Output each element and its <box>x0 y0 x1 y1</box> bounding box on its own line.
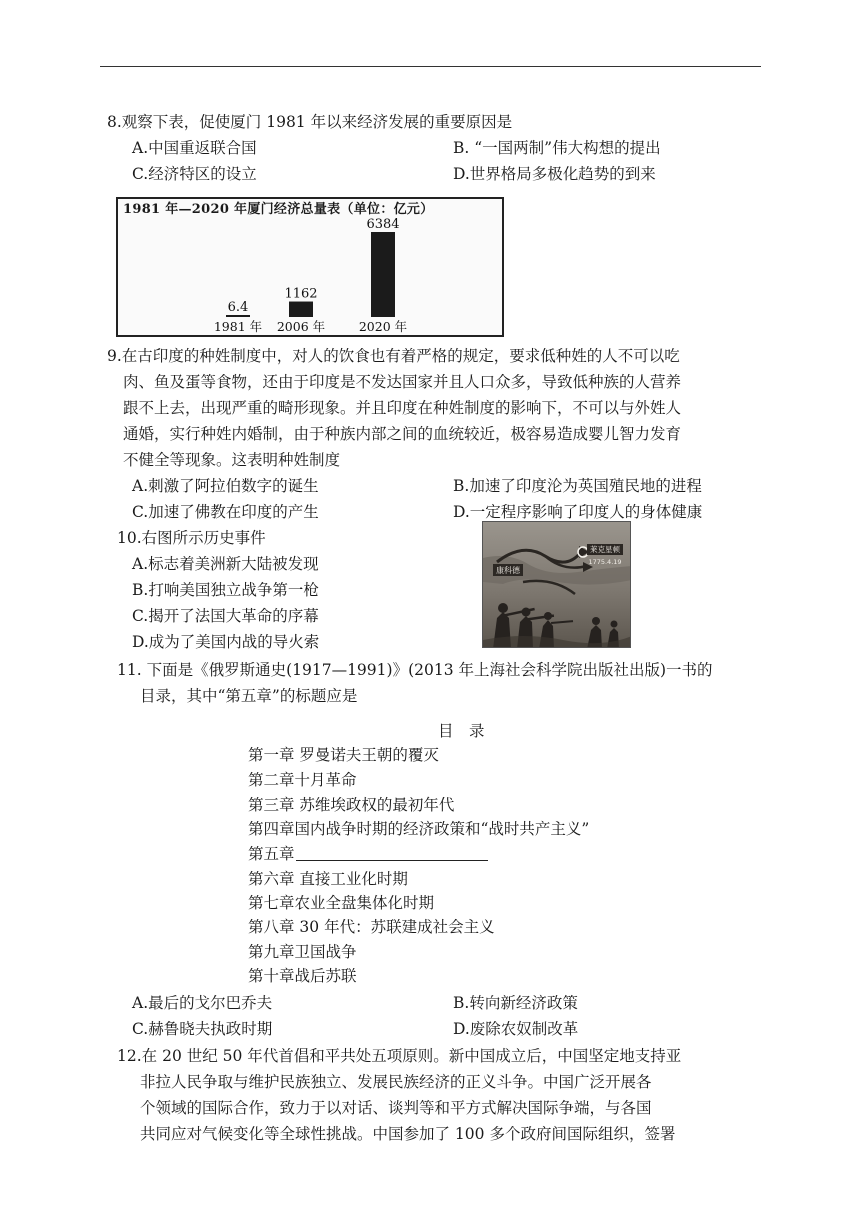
toc-chapter-8: 第八章 30 年代：苏联建成社会主义 <box>248 918 495 936</box>
q9-line-5: 不健全等现象。这表明种姓制度 <box>123 451 341 469</box>
q9-option-a: A.刺激了阿拉伯数字的诞生 <box>132 477 319 495</box>
toc-chapter-7: 第七章农业全盘集体化时期 <box>248 894 435 912</box>
toc-heading: 目 录 <box>438 722 485 740</box>
toc-chapter-4: 第四章国内战争时期的经济政策和“战时共产主义” <box>248 820 590 838</box>
chart-bar-3 <box>371 232 395 317</box>
q11-option-d: D.废除农奴制改革 <box>453 1020 579 1038</box>
q10-option-a: A.标志着美洲新大陆被发现 <box>132 555 319 573</box>
q11-option-a: A.最后的戈尔巴乔夫 <box>132 994 273 1012</box>
q11-line-1: 11. 下面是《俄罗斯通史(1917—1991)》(2013 年上海社会科学院出版社出版)一书的 <box>117 661 713 679</box>
chart-bar-2 <box>289 302 313 317</box>
q11-line-2: 目录，其中“第五章”的标题应是 <box>140 687 358 705</box>
photo-label-concord: 康科德 <box>496 566 520 575</box>
q9-option-c: C.加速了佛教在印度的产生 <box>132 503 319 521</box>
q12-line-1: 12.在 20 世纪 50 年代首倡和平共处五项原则。新中国成立后，中国坚定地支持亚 <box>117 1047 682 1065</box>
q9-option-b: B.加速了印度沦为英国殖民地的进程 <box>453 477 702 495</box>
q9-line-3: 跟不上去，出现严重的畸形现象。并且印度在种姓制度的影响下，不可以与外姓人 <box>123 399 682 417</box>
chart-value-label-1: 6.4 <box>227 300 249 315</box>
toc-chapter-6: 第六章 直接工业化时期 <box>248 870 408 888</box>
q8-option-b: B. “一国两制”伟大构想的提出 <box>453 139 661 157</box>
chart-plot <box>118 199 502 335</box>
chart-category-label-1: 1981 年 <box>213 319 263 334</box>
lexington-battle-photo <box>482 521 631 648</box>
q9-line-4: 通婚，实行种姓内婚制，由于种族内部之间的血统较近，极容易造成婴儿智力发育 <box>123 425 682 443</box>
q10-option-d: D.成为了美国内战的导火索 <box>132 633 320 651</box>
chart-value-label-2: 1162 <box>284 286 318 302</box>
toc-chapter-5-label: 第五章 <box>248 845 295 863</box>
q8-stem: 8.观察下表，促使厦门 1981 年以来经济发展的重要原因是 <box>107 113 513 131</box>
chart-category-label-2: 2006 年 <box>276 319 326 334</box>
battle-scene-illustration <box>483 522 631 648</box>
toc-chapter-5 <box>248 844 488 864</box>
q8-option-d: D.世界格局多极化趋势的到来 <box>453 165 656 183</box>
q12-line-4: 共同应对气候变化等全球性挑战。中国参加了 100 多个政府间国际组织，签署 <box>140 1125 676 1143</box>
toc-chapter-3: 第三章 苏维埃政权的最初年代 <box>248 796 455 814</box>
q10-option-c: C.揭开了法国大革命的序幕 <box>132 607 319 625</box>
q11-option-b: B.转向新经济政策 <box>453 994 578 1012</box>
q11-option-c: C.赫鲁晓夫执政时期 <box>132 1020 273 1038</box>
q9-line-1: 9.在古印度的种姓制度中，对人的饮食也有着严格的规定，要求低种姓的人不可以吃 <box>107 347 680 365</box>
chart-category-label-3: 2020 年 <box>358 319 408 334</box>
chart-bar-1 <box>226 315 250 317</box>
header-rule <box>100 66 761 67</box>
xiamen-economy-chart <box>116 197 504 337</box>
q9-option-d: D.一定程序影响了印度人的身体健康 <box>453 503 703 521</box>
toc-chapter-2: 第二章十月革命 <box>248 771 357 789</box>
q8-option-a: A.中国重返联合国 <box>132 139 257 157</box>
chart-value-label-3: 6384 <box>366 217 400 232</box>
toc-chapter-9: 第九章卫国战争 <box>248 943 357 961</box>
photo-label-date: 1775.4.19 <box>588 558 622 566</box>
q12-line-3: 个领域的国际合作，致力于以对话、谈判等和平方式解决国际争端，与各国 <box>140 1099 652 1117</box>
q10-option-b: B.打响美国独立战争第一枪 <box>132 581 319 599</box>
toc-chapter-1: 第一章 罗曼诺夫王朝的覆灭 <box>248 746 439 764</box>
answer-blank <box>296 845 488 861</box>
chart-title: 1981 年—2020 年厦门经济总量表（单位：亿元） <box>123 202 434 217</box>
q12-line-2: 非拉人民争取与维护民族独立、发展民族经济的正义斗争。中国广泛开展各 <box>140 1073 652 1091</box>
photo-label-lexington: 莱克星顿 <box>590 545 620 554</box>
toc-chapter-10: 第十章战后苏联 <box>248 967 357 985</box>
q10-stem: 10.右图所示历史事件 <box>117 529 266 547</box>
q8-option-c: C.经济特区的设立 <box>132 165 257 183</box>
q9-line-2: 肉、鱼及蛋等食物，还由于印度是不发达国家并且人口众多，导致低种族的人营养 <box>123 373 682 391</box>
